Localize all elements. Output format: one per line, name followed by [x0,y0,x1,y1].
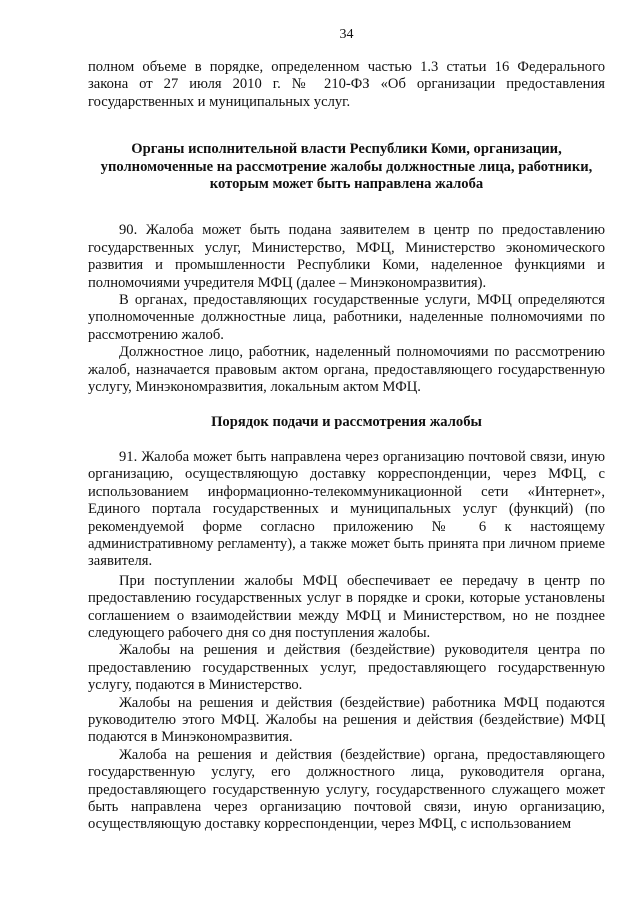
document-page [88,26,605,834]
section-heading-authorities: Органы исполнительной власти Республики Коми, организации, уполномоченные на рассмотрение жалобы должностные лица, работники, которым может быть направлена жалоба [100,141,593,193]
paragraph-91: 91. Жалоба может быть направлена через организацию почтовой связи, иную организацию, осуществляющую доставку корреспонденции, через МФЦ, с использованием информационно-телекоммуникационной сети «Интернет», Единого портала государственных и муниципальных услуг (функций) (по рекомендуемой форме согласно приложению № 6 к настоящему административному регламенту), а также может быть принята при личном приеме заявителя. [88,448,605,570]
paragraph-center-head-complaints: Жалобы на решения и действия (бездействие) руководителя центра по предоставлению государственных услуг, предоставляющего государственную услугу, подаются в Министерство. [88,642,605,694]
paragraph-authorized-officials: В органах, предоставляющих государственные услуги, МФЦ определяются уполномоченные должностные лица, работники, наделенные полномочиями по рассмотрению жалоб. [88,292,605,343]
paragraph-organ-complaints: Жалоба на решения и действия (бездействие) органа, предоставляющего государственную услугу, его должностного лица, руководителя органа, предоставляющего государственную услугу, государственного служащего может быть направлена через организацию почтовой связи, иную организацию, осуществляющую доставку корреспонденции, через МФЦ, с использованием [88,746,605,833]
paragraph-mfc-worker-complaints: Жалобы на решения и действия (бездействие) работника МФЦ подаются руководителю этого МФЦ. Жалобы на решения и действия (бездействие) МФЦ подаются в Минэкономразвития. [88,694,605,746]
paragraph-appointment: Должностное лицо, работник, наделенный полномочиями по рассмотрению жалоб, назначается правовым актом органа, предоставляющего государственную услугу, Минэкономразвития, локальным актом МФЦ. [88,344,605,396]
section-heading-procedure: Порядок подачи и рассмотрения жалобы [211,413,482,430]
paragraph-90: 90. Жалоба может быть подана заявителем в центр по предоставлению государственных услуг, Министерство, МФЦ, Министерство экономического развития и промышленности Республики Коми, наделенное функциями и полномочиями учредителя МФЦ (далее – Минэкономразвития). [88,222,605,291]
paragraph-mfc-transfer: При поступлении жалобы МФЦ обеспечивает ее передачу в центр по предоставлению государственных услуг в порядке и сроки, которые установлены соглашением о взаимодействии между МФЦ и Министерством, но не позднее следующего рабочего дня со дня поступления жалобы. [88,572,605,641]
intro-paragraph: полном объеме в порядке, определенном частью 1.3 статьи 16 Федерального закона от 27 июля 2010 г. № 210-ФЗ «Об организации предоставления государственных и муниципальных услуг. [88,59,605,110]
page-number: 34 [339,27,354,42]
